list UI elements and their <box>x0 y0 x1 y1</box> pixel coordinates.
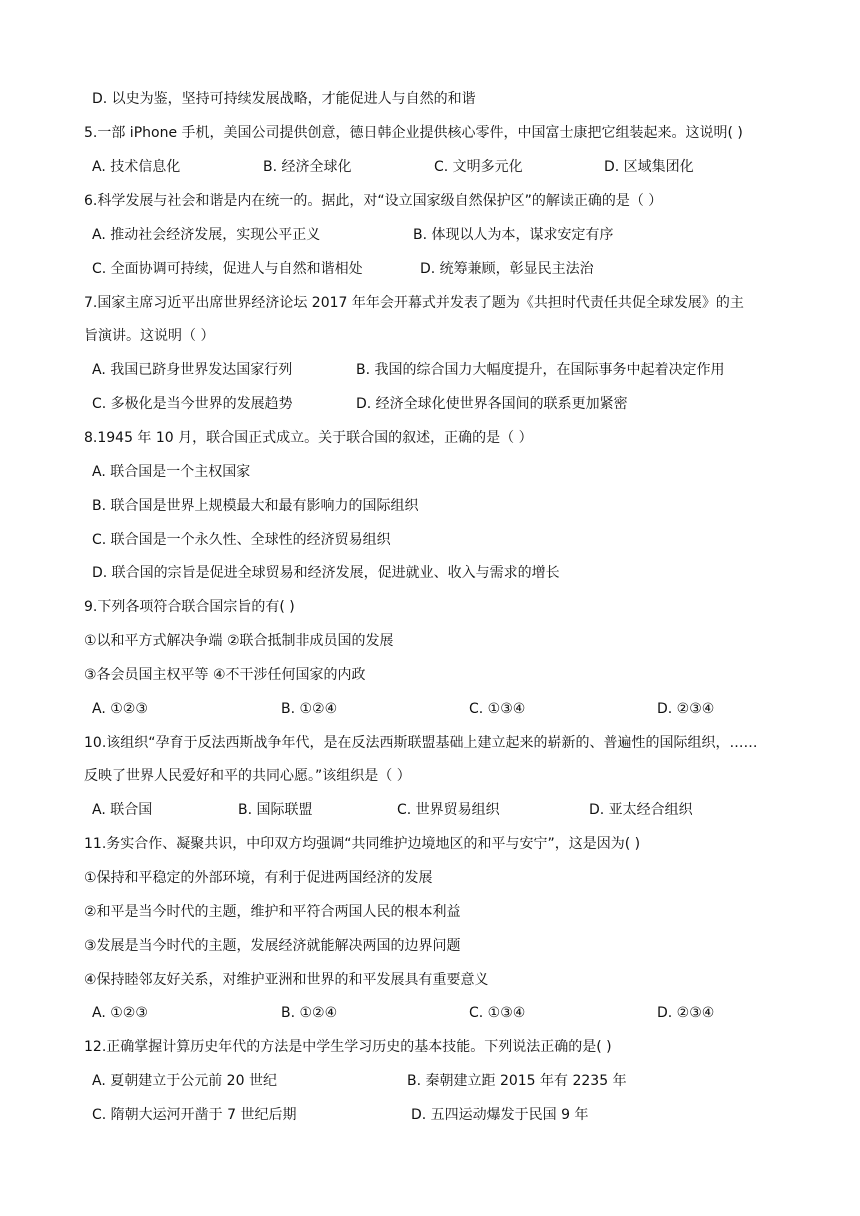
q10-option-c: C. 世界贸易组织 <box>397 802 500 818</box>
q12-option-b: B. 秦朝建立距 2015 年有 2235 年 <box>407 1073 627 1089</box>
q5-option-d: D. 区域集团化 <box>604 159 694 175</box>
q12-stem: 12.正确掌握计算历史年代的方法是中学生学习历史的基本技能。下列说法正确的是( ) <box>84 1039 612 1055</box>
q7-option-d: D. 经济全球化使世界各国间的联系更加紧密 <box>356 396 628 412</box>
q11-option-c: C. ①③④ <box>469 1005 526 1021</box>
q9-option-d: D. ②③④ <box>657 701 715 717</box>
q12-option-d: D. 五四运动爆发于民国 9 年 <box>411 1107 589 1123</box>
q9-stem: 9.下列各项符合联合国宗旨的有( ) <box>84 599 295 615</box>
q10-option-d: D. 亚太经合组织 <box>589 802 693 818</box>
q11-option-b: B. ①②④ <box>281 1005 338 1021</box>
q11-option-d: D. ②③④ <box>657 1005 715 1021</box>
q9-option-a: A. ①②③ <box>92 701 148 717</box>
q10-stem-line1: 10.该组织“孕育于反法西斯战争年代，是在反法西斯联盟基础上建立起来的崭新的、普遍性的国际组织，…… <box>84 735 758 751</box>
q9-items-line2: ③各会员国主权平等 ④不干涉任何国家的内政 <box>84 667 366 683</box>
q12-option-a: A. 夏朝建立于公元前 20 世纪 <box>92 1073 277 1089</box>
q7-stem-line2: 旨演讲。这说明（ ） <box>84 328 215 344</box>
q9-option-c: C. ①③④ <box>469 701 526 717</box>
q6-option-d: D. 统筹兼顾，彰显民主法治 <box>420 261 594 277</box>
q6-option-c: C. 全面协调可持续，促进人与自然和谐相处 <box>92 261 363 277</box>
q5-option-a: A. 技术信息化 <box>92 159 181 175</box>
q9-items-line1: ①以和平方式解决争端 ②联合抵制非成员国的发展 <box>84 633 394 649</box>
q8-stem: 8.1945 年 10 月，联合国正式成立。关于联合国的叙述，正确的是（ ） <box>84 430 533 446</box>
q5-option-c: C. 文明多元化 <box>434 159 523 175</box>
q7-option-c: C. 多极化是当今世界的发展趋势 <box>92 396 293 412</box>
q10-stem-line2: 反映了世界人民爱好和平的共同心愿。”该组织是（ ） <box>84 768 411 784</box>
q7-option-a: A. 我国已跻身世界发达国家行列 <box>92 362 293 378</box>
q5-option-b: B. 经济全球化 <box>263 159 352 175</box>
q10-option-b: B. 国际联盟 <box>238 802 313 818</box>
q5-stem: 5.一部 iPhone 手机，美国公司提供创意，德日韩企业提供核心零件，中国富士康把它组装起来。这说明( ) <box>84 125 743 141</box>
q7-stem-line1: 7.国家主席习近平出席世界经济论坛 2017 年年会开幕式并发表了题为《共担时代责任共促全球发展》的主 <box>84 295 744 311</box>
q8-option-d: D. 联合国的宗旨是促进全球贸易和经济发展，促进就业、收入与需求的增长 <box>92 565 560 581</box>
q4-option-d: D. 以史为鉴，坚持可持续发展战略，才能促进人与自然的和谐 <box>92 91 476 107</box>
q8-option-b: B. 联合国是世界上规模最大和最有影响力的国际组织 <box>92 498 419 514</box>
q11-item-1: ①保持和平稳定的外部环境，有利于促进两国经济的发展 <box>84 870 433 886</box>
q11-item-4: ④保持睦邻友好关系，对维护亚洲和世界的和平发展具有重要意义 <box>84 972 489 988</box>
q10-option-a: A. 联合国 <box>92 802 153 818</box>
q9-option-b: B. ①②④ <box>281 701 338 717</box>
q12-option-c: C. 隋朝大运河开凿于 7 世纪后期 <box>92 1107 297 1123</box>
q11-option-a: A. ①②③ <box>92 1005 148 1021</box>
q6-stem: 6.科学发展与社会和谐是内在统一的。据此，对“设立国家级自然保护区”的解读正确的是（ ） <box>84 193 663 209</box>
q7-option-b: B. 我国的综合国力大幅度提升，在国际事务中起着决定作用 <box>356 362 725 378</box>
q6-option-b: B. 体现以人为本，谋求安定有序 <box>413 227 614 243</box>
q8-option-a: A. 联合国是一个主权国家 <box>92 464 251 480</box>
q11-item-2: ②和平是当今时代的主题，维护和平符合两国人民的根本利益 <box>84 904 461 920</box>
q11-stem: 11.务实合作、凝聚共识，中印双方均强调“共同维护边境地区的和平与安宁”，这是因为( ) <box>84 836 641 852</box>
q11-item-3: ③发展是当今时代的主题，发展经济就能解决两国的边界问题 <box>84 938 461 954</box>
q6-option-a: A. 推动社会经济发展，实现公平正义 <box>92 227 321 243</box>
q8-option-c: C. 联合国是一个永久性、全球性的经济贸易组织 <box>92 532 391 548</box>
